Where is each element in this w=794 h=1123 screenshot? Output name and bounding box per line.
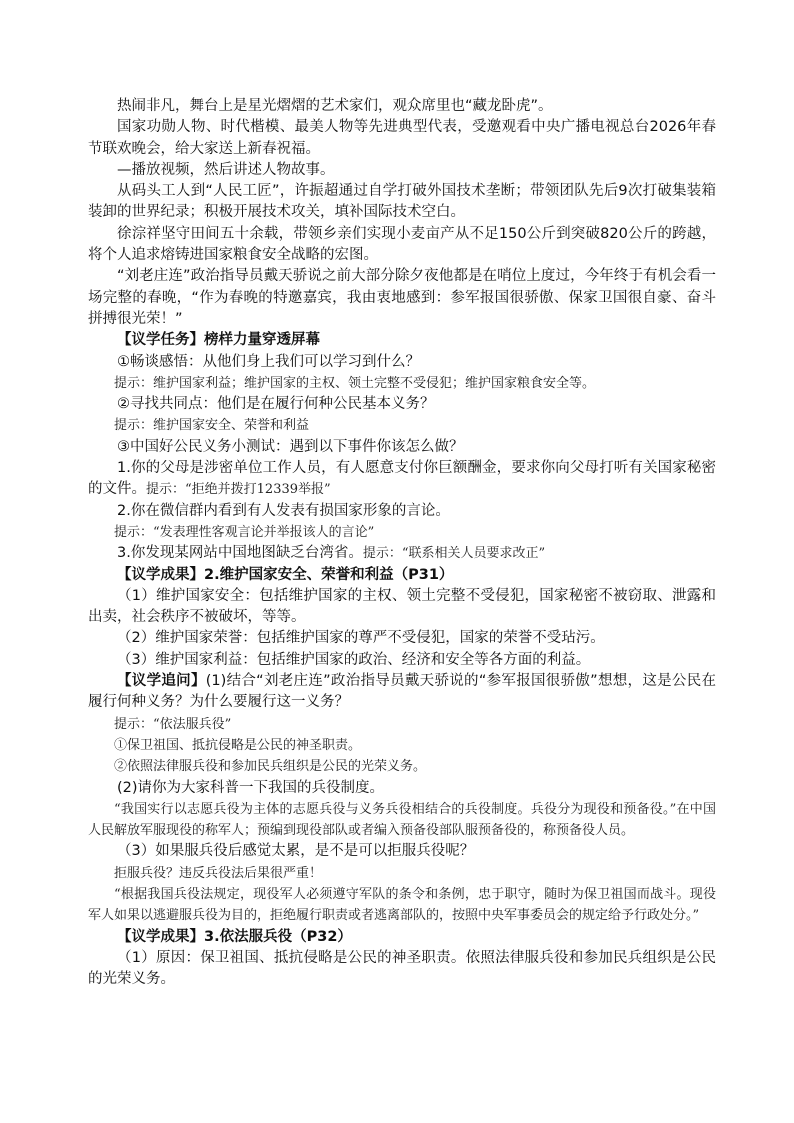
section-followup-heading (88, 671, 716, 714)
paragraph-video: —播放视频，然后讲述人物故事。 (117, 161, 335, 178)
point-interest: （3）维护国家利益：包括维护国家的政治、经济和安全等各方面的利益。 (117, 651, 591, 668)
paragraph-guests: 国家功勋人物、时代楷模、最美人物等先进典型代表，受邀观看中央广播电视总台2026年春节联欢晚会，给大家送上新春祝福。 (88, 119, 716, 157)
question-3: ③中国好公民义务小测试：遇到以下事件你该怎么做？ (117, 438, 464, 455)
document-page (88, 96, 716, 990)
followup-q3: （3）如果服兵役后感觉太累，是不是可以拒服兵役呢？ (117, 843, 475, 860)
result-tag: 【议学成果】 (117, 566, 204, 583)
task-title: 榜样力量穿透屏幕 (204, 332, 320, 349)
section-result-3-heading (88, 927, 716, 948)
test-item-2: 2.你在微信群内看到有人发表有损国家形象的言论。 (117, 502, 450, 519)
hint-1: 提示：维护国家利益；维护国家的主权、领土完整不受侵犯；维护国家粮食安全等。 (114, 375, 596, 391)
section-result-2-heading (88, 565, 716, 586)
paragraph-xu-zhenchao: 从码头工人到“人民工匠”，许振超通过自学打破外国技术垄断；带领团队先后9次打破集装箱装卸的世界纪录；积极开展技术攻关，填补国际技术空白。 (88, 183, 716, 221)
test-item-3: 3.你发现某网站中国地图缺乏台湾省。提示：“联系相关人员要求改正” (117, 545, 546, 562)
result3-title: 3.依法服兵役（P32） (204, 928, 352, 945)
task-tag: 【议学任务】 (117, 332, 204, 349)
question-2: ②寻找共同点：他们是在履行何种公民基本义务？ (117, 396, 435, 413)
followup-answer-2: ②依照法律服兵役和参加民兵组织是公民的光荣义务。 (114, 759, 427, 775)
paragraph-intro: 热闹非凡，舞台上是星光熠熠的艺术家们，观众席里也“藏龙卧虎”。 (117, 98, 553, 114)
followup-answer-1: ①保卫祖国、抵抗侵略是公民的神圣职责。 (114, 737, 362, 753)
test-hint-3: 提示：“联系相关人员要求改正” (362, 546, 546, 562)
question-1: ①畅谈感悟：从他们身上我们可以学习到什么？ (117, 353, 420, 370)
followup-q1: (1)结合“刘老庄连”政治指导员戴天骄说的“参军报国很骄傲”想想，这是公民在履行何种义务？为什么要履行这一义务？ (88, 673, 716, 711)
followup-q2: (2)请你为大家科普一下我国的兵役制度。 (117, 779, 385, 796)
result3-tag: 【议学成果】 (117, 928, 204, 945)
followup-hint: 提示：“依法服兵役” (114, 716, 232, 732)
result-title: 2.维护国家安全、荣誉和利益（P31） (204, 566, 454, 583)
followup-answer-3: “我国实行以志愿兵役为主体的志愿兵役与义务兵役相结合的兵役制度。兵役分为现役和预备役。”在中国人民解放军服现役的称军人；预编到现役部队或者编入预备役部队服预备役的，称预备役人员。 (88, 801, 716, 839)
hint-2: 提示：维护国家安全、荣誉和利益 (114, 418, 310, 434)
point-reason: （1）原因：保卫祖国、抵抗侵略是公民的神圣职责。依照法律服兵役和参加民兵组织是公民的光荣义务。 (88, 949, 716, 988)
test-hint-1: 提示：“拒绝并拨打12339举报” (146, 482, 331, 498)
section-task-heading (88, 330, 716, 351)
paragraph-xu-congxiang: 徐淙祥坚守田间五十余载，带领乡亲们实现小麦亩产从不足150公斤到突破820公斤的跨越，将个人追求熔铸进国家粮食安全战略的宏图。 (88, 225, 716, 264)
followup-answer-4: 拒服兵役？违反兵役法后果很严重！ (114, 865, 323, 881)
followup-answer-5: “根据我国兵役法规定，现役军人必须遵守军队的条令和条例，忠于职守，随时为保卫祖国而战斗。现役军人如果以逃避服兵役为目的，拒绝履行职责或者逃离部队的，按照中央军事委员会的规定给予行政处分。” (88, 886, 716, 924)
test-hint-2: 提示：“发表理性客观言论并举报该人的言论” (114, 524, 375, 540)
followup-tag: 【议学追问】 (117, 673, 206, 690)
paragraph-dai-tianjiao: “刘老庄连”政治指导员戴天骄说之前大部分除夕夜他都是在哨位上度过，今年终于有机会看一场完整的春晚，“作为春晚的特邀嘉宾，我由衷地感到：参军报国很骄傲、保家卫国很自豪、奋斗拼搏很光荣！” (88, 268, 716, 327)
point-honor: （2）维护国家荣誉：包括维护国家的尊严不受侵犯，国家的荣誉不受玷污。 (117, 630, 605, 647)
test-item-1: 1.你的父母是涉密单位工作人员，有人愿意支付你巨额酬金，要求你向父母打听有关国家秘密的文件。提示：“拒绝并拨打12339举报” (88, 460, 716, 498)
point-security: （1）维护国家安全：包括维护国家的主权、领土完整不受侵犯，国家秘密不被窃取、泄露和出卖，社会秩序不被破坏，等等。 (88, 587, 716, 626)
